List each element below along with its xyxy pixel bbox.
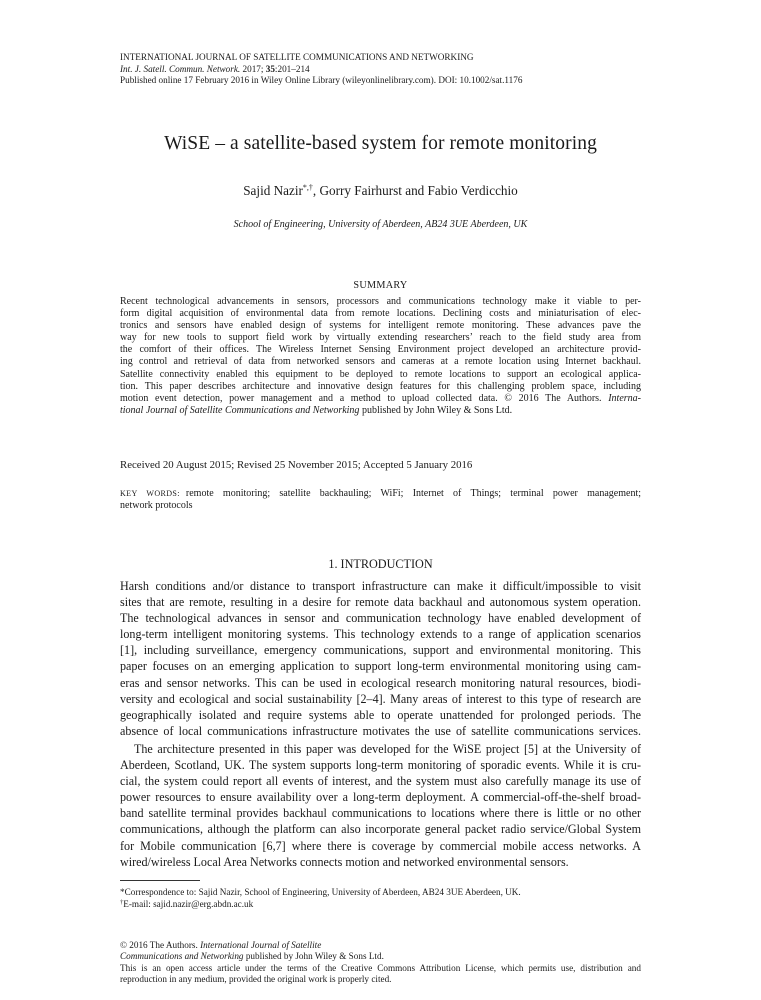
copyright-block <box>120 940 641 986</box>
body-line: versity and ecological and social sustainability [2–4]. Many areas of interest to this type of research are <box>120 691 641 706</box>
paper-title: WiSE – a satellite-based system for remote monitoring <box>164 133 597 154</box>
abstract-text: published by John Wiley & Sons Ltd. <box>359 404 513 416</box>
license-line: reproduction in any medium, provided the original work is properly cited. <box>120 974 392 985</box>
citation-pages: :201–214 <box>274 63 310 74</box>
affiliation: School of Engineering, University of Aberdeen, AB24 3UE Aberdeen, UK <box>233 219 528 230</box>
abstract-line: way for new tools to support field work by virtually extending researchers’ reach to the field study area from <box>120 332 641 344</box>
summary-heading: SUMMARY <box>353 280 408 291</box>
copyright-line <box>120 940 641 951</box>
body-line: long-term intelligent monitoring systems. This technology extends to a range of application scenarios <box>120 627 641 642</box>
journal-header <box>120 52 680 87</box>
body-line: band satellite terminal provides backhaul communications to locations where there is little or no other <box>120 806 641 821</box>
author-list <box>0 183 761 199</box>
abstract-line <box>120 393 641 405</box>
abstract-line: Satellite connectivity enabled this equipment to be deployed to remote locations to support an ecological applica- <box>120 368 641 380</box>
body-line: Harsh conditions and/or distance to transport infrastructure can make it difficult/impossible to visit <box>120 579 641 593</box>
abstract-line: form digital acquisition of environmental data from remote locations. Declining costs and miniaturisation of elec- <box>120 308 641 320</box>
body-line: The technological advances in sensor and communication technology have enabled development of <box>120 611 641 626</box>
section-heading-introduction: 1. INTRODUCTION <box>328 557 433 571</box>
copyright-line <box>120 951 641 962</box>
abstract-line: the comfort of their offices. The Wireless Internet Sensing Environment project developed an architecture provid- <box>120 344 641 356</box>
author-footnote-marks: *,† <box>302 183 313 192</box>
keywords-line: network protocols <box>120 500 193 512</box>
summary-abstract <box>120 296 641 417</box>
body-line: power resources to ensure availability over a long-term deployment. A commercial-off-the-shelf broad- <box>120 790 641 805</box>
abstract-journal-italic: Interna- <box>608 392 641 404</box>
keywords-text: remote monitoring; satellite backhauling; WiFi; Internet of Things; terminal power management; <box>185 488 641 499</box>
body-line: geographically isolated and require systems able to operate unattended for prolonged periods. The <box>120 707 641 722</box>
keywords-label: KEY WORDS: <box>120 489 180 498</box>
email-text: E-mail: sajid.nazir@erg.abdn.ac.uk <box>123 898 254 909</box>
correspondence-footnote <box>120 887 641 899</box>
body-line: [1], including surveillance, emergency communications, support and environmental monitoring. This <box>120 643 641 658</box>
body-line: absence of local communications infrastructure motivates the use of satellite communications services. <box>120 723 641 738</box>
abstract-line: tion. This paper describes architecture and innovative design features for this challenging problem space, including <box>120 380 641 392</box>
abstract-line: ing control and retrieval of data from networked sensors and cameras at a remote location using Internet backhaul. <box>120 356 641 368</box>
body-line: eras and sensor networks. This can be used in ecological research monitoring natural resources, biodi- <box>120 675 641 690</box>
footnote-divider <box>120 880 200 881</box>
email-mark: † <box>120 898 124 906</box>
copyright-journal-italic: Communications and Networking <box>120 951 244 962</box>
abstract-journal-italic: tional Journal of Satellite Communications and Networking <box>120 404 360 416</box>
copyright-prefix: © 2016 The Authors. <box>120 940 201 950</box>
copyright-publisher: published by John Wiley & Sons Ltd. <box>243 951 384 962</box>
abstract-line <box>120 405 641 417</box>
license-line: This is an open access article under the terms of the Creative Commons Attribution License, which permits use, distribution and <box>120 962 641 973</box>
body-line: The architecture presented in this paper was developed for the WiSE project [5] at the University of <box>134 742 641 756</box>
introduction-paragraph-2 <box>120 741 641 870</box>
email-footnote <box>120 899 641 911</box>
citation-volume: 35 <box>265 63 275 74</box>
footnotes <box>120 887 641 910</box>
author-rest: , Gorry Fairhurst and Fabio Verdicchio <box>312 183 518 198</box>
author-first: Sajid Nazir <box>243 183 303 198</box>
received-dates: Received 20 August 2015; Revised 25 November 2015; Accepted 5 January 2016 <box>120 459 473 471</box>
published-line: Published online 17 February 2016 in Wiley Online Library (wileyonlinelibrary.com). DOI: 10.1002/sat.1176 <box>120 75 523 86</box>
keywords <box>120 488 641 512</box>
correspondence-mark: * <box>120 887 125 897</box>
body-line: cial, the system could report all events of interest, and the system must also carefully manage its use of <box>120 774 641 789</box>
abstract-line: tronics and sensors have enabled design of systems for intelligent remote monitoring. These advances pave the <box>120 320 641 332</box>
abstract-line: Recent technological advancements in sensors, processors and communications technology make it viable to per- <box>120 296 641 307</box>
body-line: for Mobile communication [6,7] where there is coverage by commercial mobile access networks. A <box>120 838 641 853</box>
copyright-journal-italic: International Journal of Satellite <box>200 940 322 950</box>
introduction-paragraph-1 <box>120 578 641 739</box>
body-line: paper focuses on an emerging application to support long-term environmental monitoring using cam- <box>120 659 641 674</box>
body-line: Aberdeen, Scotland, UK. The system supports long-term monitoring of sporadic events. While it is cru- <box>120 758 641 773</box>
citation-line <box>120 64 680 76</box>
body-line: wired/wireless Local Area Networks connects motion and networked environmental sensors. <box>120 854 569 869</box>
journal-name: INTERNATIONAL JOURNAL OF SATELLITE COMMUNICATIONS AND NETWORKING <box>120 52 474 62</box>
citation-journal: Int. J. Satell. Commun. Network. <box>120 63 241 74</box>
correspondence-text: Correspondence to: Sajid Nazir, School of Engineering, University of Aberdeen, AB24 3UE Aberdeen, UK. <box>124 887 521 897</box>
abstract-text: motion event detection, power management and a method to upload collected data. © 2016 The Authors. <box>120 392 609 404</box>
keywords-line <box>120 488 641 500</box>
body-line: sites that are remote, resulting in a desire for remote data backhaul and autonomous system operation. <box>120 595 641 610</box>
citation-year: 2017; <box>240 63 266 74</box>
body-line: communications, although the platform can also incorporate general packet radio service/Global System <box>120 822 641 837</box>
